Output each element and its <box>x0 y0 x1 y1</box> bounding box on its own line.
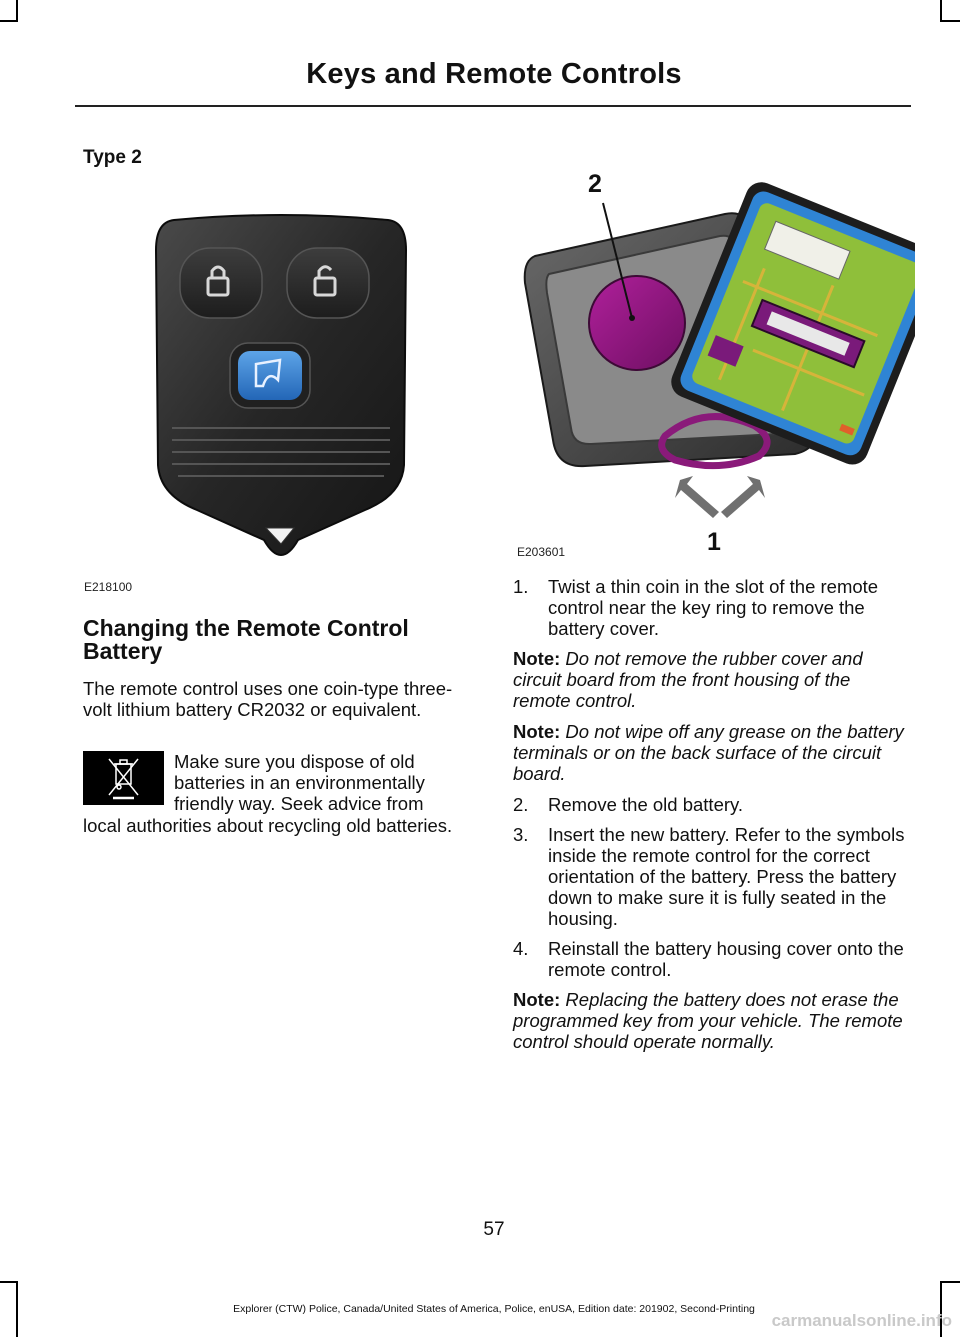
callout-2-label: 2 <box>588 170 602 198</box>
step-4: 4. Reinstall the battery housing cover onto the remote control. <box>513 938 904 980</box>
header-rule <box>75 105 911 107</box>
step-1: 1. Twist a thin coin in the slot of the remote control near the key ring to remove the battery cover. <box>513 576 879 639</box>
disposal-paragraph-wrapped: Make sure you dispose of old batteries in an environmentally friendly way. Seek advice from <box>174 751 425 814</box>
lock-button <box>180 248 262 318</box>
crop-mark <box>940 1281 960 1283</box>
disposal-paragraph-tail: local authorities about recycling old batteries. <box>83 815 453 836</box>
steps-list-a <box>513 576 908 639</box>
page-title: Keys and Remote Controls <box>306 58 682 90</box>
step-3: 3. Insert the new battery. Refer to the symbols inside the remote control for the correct orientation of the battery. Press the battery down to make sure it is fully seated in the housing. <box>513 824 905 929</box>
battery-replacement-illustration <box>515 168 915 548</box>
steps-list-b <box>513 794 908 980</box>
type-subheading: Type 2 <box>83 147 142 168</box>
intro-paragraph: The remote control uses one coin-type three-volt lithium battery CR2032 or equivalent. <box>83 678 453 720</box>
note-3: Note: Replacing the battery does not erase the programmed key from your vehicle. The remote control should operate normally. <box>513 989 903 1052</box>
crop-mark <box>940 0 942 20</box>
figure-id-right: E203601 <box>517 545 566 559</box>
crossed-out-wheelie-bin-icon <box>83 751 164 805</box>
step-2: 2. Remove the old battery. <box>513 794 744 815</box>
watermark: carmanualsonline.info <box>771 1311 952 1330</box>
note-2: Note: Do not wipe off any grease on the battery terminals or on the back surface of the circuit board. <box>513 721 904 784</box>
crop-mark <box>0 20 18 22</box>
recycle-warning-box <box>83 751 164 805</box>
remote-fob-illustration <box>150 210 412 575</box>
twist-arrows-icon <box>675 476 765 518</box>
edition-footer: Explorer (CTW) Police, Canada/United States of America, Police, enUSA, Edition date: 201902, Second-Printing <box>233 1303 755 1315</box>
crop-mark <box>16 0 18 20</box>
crop-mark <box>940 20 960 22</box>
instructions <box>513 576 908 1062</box>
callout-1-label: 1 <box>707 528 721 556</box>
coin-battery <box>589 276 685 370</box>
section-heading: Changing the Remote Control Battery <box>83 615 409 664</box>
note-1: Note: Do not remove the rubber cover and circuit board from the front housing of the remote control. <box>513 648 863 711</box>
unlock-button <box>287 248 369 318</box>
figure-id-left: E218100 <box>84 580 133 594</box>
page-number: 57 <box>483 1219 505 1240</box>
crop-mark <box>0 1281 18 1283</box>
